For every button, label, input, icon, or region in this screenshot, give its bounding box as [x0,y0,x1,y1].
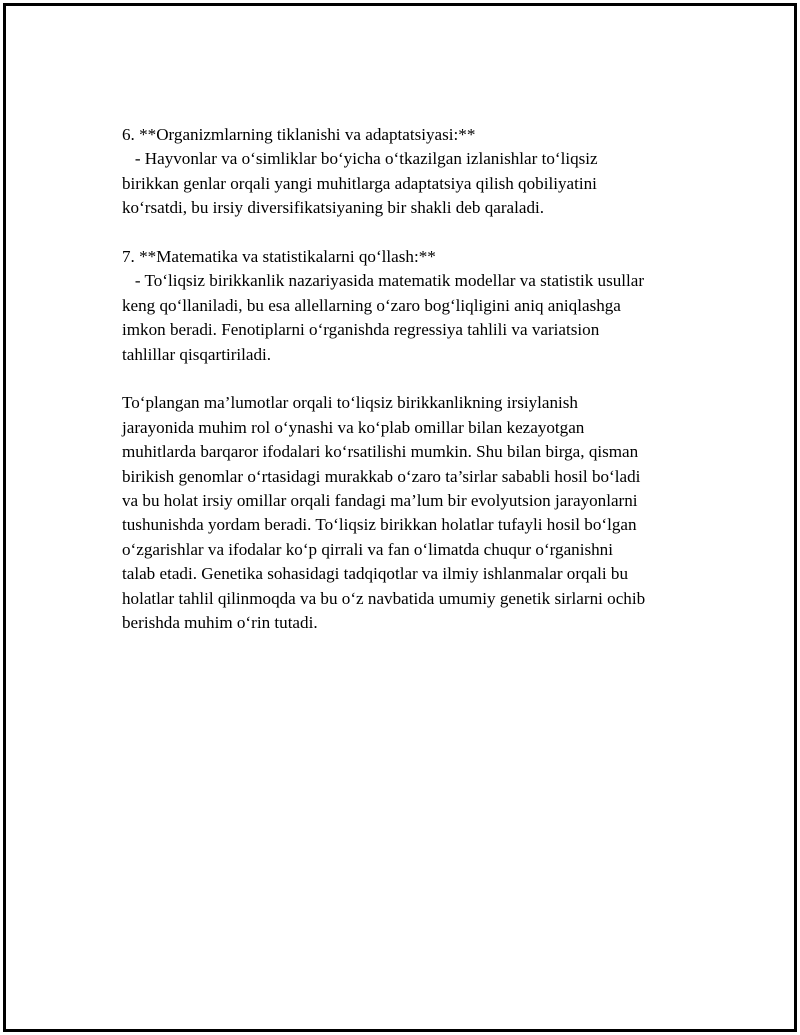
paragraph-line: o‘zgarishlar va ifodalar ko‘p qirrali va fan o‘limatda chuqur o‘rganishni [122,539,613,559]
page-border [3,3,797,1032]
section-text-line: birikkan genlar orqali yangi muhitlarga adaptatsiya qilish qobiliyatini [122,173,597,193]
paragraph-line: jarayonida muhim rol o‘ynashi va ko‘plab omillar bilan kezayotgan [122,417,585,437]
paragraph-line: talab etadi. Genetika sohasidagi tadqiqotlar va ilmiy ishlanmalar orqali bu [122,564,629,584]
paragraph-line: holatlar tahlil qilinmoqda va bu o‘z navbatida umumiy genetik sirlarni ochib [122,588,646,608]
paragraph-line: va bu holat irsiy omillar orqali fandagi ma’lum bir evolyutsion jarayonlarni [122,491,638,511]
section-text-line: ko‘rsatdi, bu irsiy diversifikatsiyaning bir shakli deb qaraladi. [122,198,545,218]
conclusion-paragraph [122,391,722,635]
paragraph-line: muhitlarda barqaror ifodalari ko‘rsatilishi mumkin. Shu bilan birga, qisman [122,442,639,462]
paragraph-line: tushunishda yordam beradi. To‘liqsiz birikkan holatlar tufayli hosil bo‘lgan [122,515,637,535]
section-heading: 7. **Matematika va statistikalarni qo‘llash:** [122,247,436,267]
paragraph-line: To‘plangan ma’lumotlar orqali to‘liqsiz birikkanlikning irsiylanish [122,393,578,413]
document-body [122,123,722,660]
section-6 [122,123,722,221]
paragraph-line: berishda muhim o‘rin tutadi. [122,613,318,633]
paragraph-line: birikish genomlar o‘rtasidagi murakkab o‘zaro ta’sirlar sababli hosil bo‘ladi [122,466,641,486]
section-text-line: tahlillar qisqartiriladi. [122,344,272,364]
section-text-line: keng qo‘llaniladi, bu esa allellarning o‘zaro bog‘liqligini aniq aniqlashga [122,295,621,315]
section-7 [122,245,722,367]
section-text-line: - To‘liqsiz birikkanlik nazariyasida matematik modellar va statistik usullar [122,271,645,291]
section-text-line: - Hayvonlar va o‘simliklar bo‘yicha o‘tkazilgan izlanishlar to‘liqsiz [122,149,598,169]
section-text-line: imkon beradi. Fenotiplarni o‘rganishda regressiya tahlili va variatsion [122,320,600,340]
section-heading: 6. **Organizmlarning tiklanishi va adaptatsiyasi:** [122,125,476,144]
